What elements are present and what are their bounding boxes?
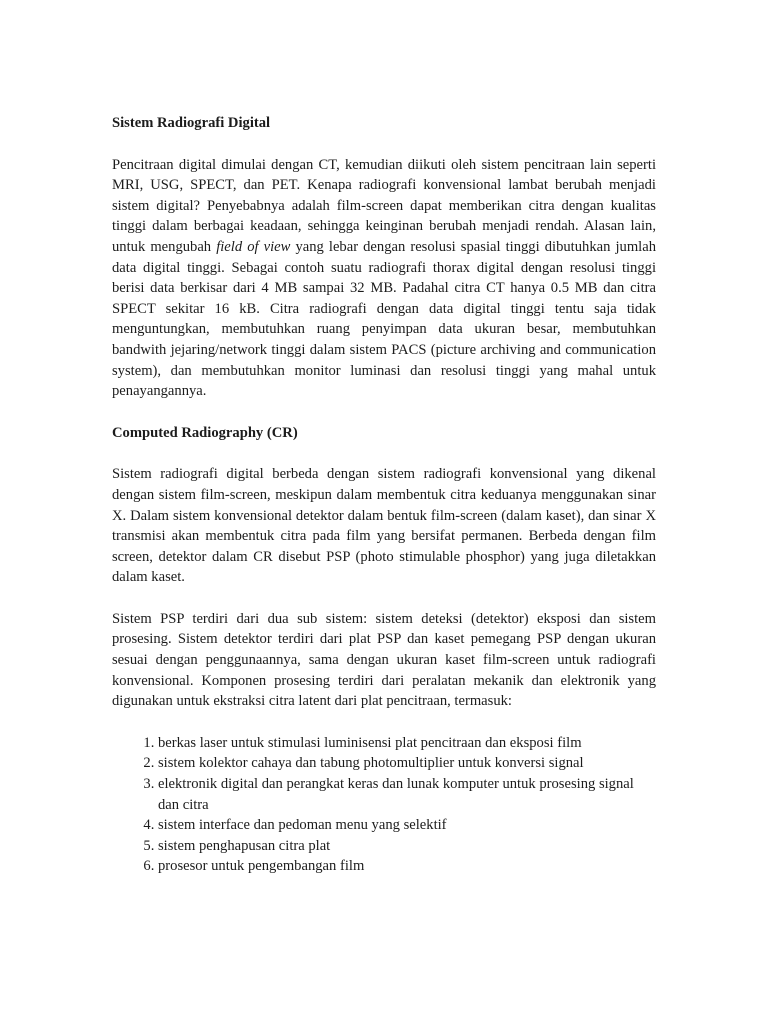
section-heading-computed-radiography: Computed Radiography (CR) bbox=[112, 424, 298, 441]
italic-term-field-of-view: field of view bbox=[216, 238, 291, 255]
paragraph-cr-2: Sistem PSP terdiri dari dua sub sistem: sistem deteksi (detektor) eksposi dan sistem prosesing. Sistem detektor terdiri dari plat PSP dan kaset pemegang PSP dengan ukuran sesuai dengan penggunaannya, sama dengan ukuran kaset film-screen untuk radiografi konvensional. Komponen prosesing terdiri dari peralatan mekanik dan elektronik yang digunakan untuk ekstraksi citra latent dari plat pencitraan, termasuk: bbox=[112, 610, 656, 710]
list-item: 4. sistem interface dan pedoman menu yang selektif bbox=[158, 815, 656, 836]
component-list bbox=[112, 733, 656, 877]
paragraph-cr-1: Sistem radiografi digital berbeda dengan sistem radiografi konvensional yang dikenal dengan sistem film-screen, meskipun dalam membentuk citra keduanya menggunakan sinar X. Dalam sistem konvensional detektor dalam bentuk film-screen (dalam kaset), dan sinar X transmisi akan membentuk citra pada film yang bersifat permanen. Berbeda dengan film screen, detektor dalam CR disebut PSP (photo stimulable phosphor) yang juga diletakkan dalam kaset. bbox=[112, 466, 656, 586]
list-item: 6. prosesor untuk pengembangan film bbox=[158, 856, 656, 877]
list-item: 3. elektronik digital dan perangkat keras dan lunak komputer untuk prosesing signal dan citra bbox=[158, 774, 656, 815]
paragraph-intro bbox=[112, 155, 656, 402]
section-heading-sistem-radiografi-digital: Sistem Radiografi Digital bbox=[112, 115, 271, 131]
paragraph-intro-text-b: yang lebar dengan resolusi spasial tinggi dibutuhkan jumlah data digital tinggi. Sebagai contoh suatu radiografi thorax digital dengan resolusi tinggi berisi data berkisar dari 4 MB sampai 32 MB. Padahal citra CT hanya 0.5 MB dan citra SPECT sekitar 16 kB. Citra radiografi dengan data digital tinggi tentu saja tidak menguntungkan, membutuhkan ruang penyimpan data ukuran besar, membutuhkan bandwith jejaring/network tinggi dalam sistem PACS (picture archiving and communication system), dan membutuhkan monitor luminasi dan resolusi tinggi yang mahal untuk penayangannya. bbox=[112, 238, 656, 400]
document-page bbox=[112, 113, 656, 877]
list-item: 2. sistem kolektor cahaya dan tabung photomultiplier untuk konversi signal bbox=[158, 753, 656, 774]
list-item: 1. berkas laser untuk stimulasi luminisensi plat pencitraan dan eksposi film bbox=[158, 733, 656, 754]
list-item: 5. sistem penghapusan citra plat bbox=[158, 836, 656, 857]
paragraph-intro-text-a: Pencitraan digital dimulai dengan CT, kemudian diikuti oleh sistem pencitraan lain seperti MRI, USG, SPECT, dan PET. Kenapa radiografi konvensional lambat berubah menjadi sistem digital? Penyebabnya adalah film-screen dapat memberikan citra dengan kualitas tinggi dalam berbagai keadaan, sehingga keinginan berubah menjadi rendah. Alasan lain, untuk mengubah bbox=[112, 156, 656, 255]
